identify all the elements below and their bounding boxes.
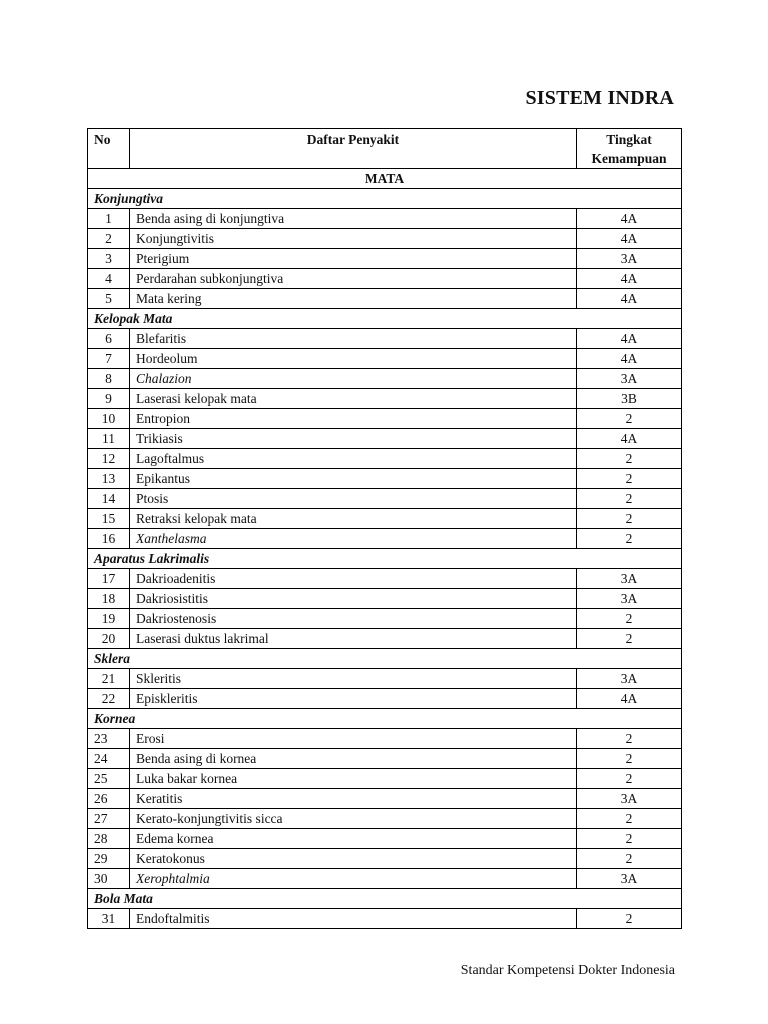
- disease-name: Skleritis: [129, 669, 576, 689]
- disease-name: Episkleritis: [129, 689, 576, 709]
- table-row: [88, 829, 682, 849]
- disease-name: Blefaritis: [129, 329, 576, 349]
- table-row: [88, 769, 682, 789]
- row-number: 25: [88, 769, 130, 789]
- row-number: 5: [88, 289, 130, 309]
- competency-level: 2: [577, 909, 682, 929]
- table-header-row: [88, 129, 682, 169]
- row-number: 10: [88, 409, 130, 429]
- table-row: [88, 269, 682, 289]
- competency-level: 2: [577, 749, 682, 769]
- competency-level: 4A: [577, 429, 682, 449]
- table-row: [88, 689, 682, 709]
- row-number: 26: [88, 789, 130, 809]
- section-row: [88, 649, 682, 669]
- header-disease-list: Daftar Penyakit: [129, 129, 576, 169]
- competency-level: 2: [577, 469, 682, 489]
- disease-name: Dakriostenosis: [129, 609, 576, 629]
- row-number: 21: [88, 669, 130, 689]
- header-no: No: [88, 129, 130, 169]
- disease-name: Edema kornea: [129, 829, 576, 849]
- disease-name: Erosi: [129, 729, 576, 749]
- table-body: [88, 189, 682, 929]
- table-row: [88, 209, 682, 229]
- table-row: [88, 429, 682, 449]
- competency-level: 4A: [577, 689, 682, 709]
- row-number: 28: [88, 829, 130, 849]
- competency-level: 3B: [577, 389, 682, 409]
- row-number: 19: [88, 609, 130, 629]
- section-row: [88, 189, 682, 209]
- table-row: [88, 229, 682, 249]
- table-row: [88, 569, 682, 589]
- table-row: [88, 529, 682, 549]
- disease-name: Entropion: [129, 409, 576, 429]
- row-number: 11: [88, 429, 130, 449]
- disease-name: Epikantus: [129, 469, 576, 489]
- row-number: 6: [88, 329, 130, 349]
- row-number: 7: [88, 349, 130, 369]
- row-number: 3: [88, 249, 130, 269]
- disease-name: Keratitis: [129, 789, 576, 809]
- competency-level: 4A: [577, 269, 682, 289]
- disease-name: Dakriosistitis: [129, 589, 576, 609]
- competency-level: 4A: [577, 209, 682, 229]
- table-row: [88, 389, 682, 409]
- disease-name: Perdarahan subkonjungtiva: [129, 269, 576, 289]
- competency-level: 2: [577, 449, 682, 469]
- competency-level: 2: [577, 489, 682, 509]
- row-number: 20: [88, 629, 130, 649]
- section-title: Kornea: [88, 709, 682, 729]
- section-title: Bola Mata: [88, 889, 682, 909]
- table-row: [88, 449, 682, 469]
- table-row: [88, 489, 682, 509]
- row-number: 13: [88, 469, 130, 489]
- table-row: [88, 629, 682, 649]
- competency-level: 3A: [577, 789, 682, 809]
- row-number: 2: [88, 229, 130, 249]
- disease-name: Ptosis: [129, 489, 576, 509]
- row-number: 8: [88, 369, 130, 389]
- row-number: 16: [88, 529, 130, 549]
- disease-name: Xerophtalmia: [129, 869, 576, 889]
- competency-level: 2: [577, 509, 682, 529]
- row-number: 4: [88, 269, 130, 289]
- disease-name: Laserasi kelopak mata: [129, 389, 576, 409]
- section-title: Konjungtiva: [88, 189, 682, 209]
- competency-level: 3A: [577, 589, 682, 609]
- disease-name: Chalazion: [129, 369, 576, 389]
- table-row: [88, 749, 682, 769]
- competency-level: 3A: [577, 569, 682, 589]
- disease-name: Benda asing di konjungtiva: [129, 209, 576, 229]
- disease-name: Benda asing di kornea: [129, 749, 576, 769]
- row-number: 18: [88, 589, 130, 609]
- competency-level: 4A: [577, 289, 682, 309]
- table-row: [88, 589, 682, 609]
- competency-level: 2: [577, 729, 682, 749]
- row-number: 30: [88, 869, 130, 889]
- table-row: [88, 289, 682, 309]
- competency-level: 3A: [577, 869, 682, 889]
- disease-name: Dakrioadenitis: [129, 569, 576, 589]
- table-row: [88, 349, 682, 369]
- competency-level: 2: [577, 529, 682, 549]
- section-row: [88, 309, 682, 329]
- row-number: 1: [88, 209, 130, 229]
- competency-level: 3A: [577, 369, 682, 389]
- footer-text: Standar Kompetensi Dokter Indonesia: [460, 963, 675, 978]
- table-row: [88, 789, 682, 809]
- disease-name: Mata kering: [129, 289, 576, 309]
- row-number: 31: [88, 909, 130, 929]
- section-title: Aparatus Lakrimalis: [88, 549, 682, 569]
- disease-name: Lagoftalmus: [129, 449, 576, 469]
- table-row: [88, 609, 682, 629]
- disease-name: Luka bakar kornea: [129, 769, 576, 789]
- disease-name: Retraksi kelopak mata: [129, 509, 576, 529]
- table-row: [88, 849, 682, 869]
- row-number: 17: [88, 569, 130, 589]
- row-number: 23: [88, 729, 130, 749]
- row-number: 15: [88, 509, 130, 529]
- row-number: 27: [88, 809, 130, 829]
- page-title: SISTEM INDRA: [525, 87, 674, 109]
- disease-name: Pterigium: [129, 249, 576, 269]
- competency-level: 2: [577, 609, 682, 629]
- disease-name: Xanthelasma: [129, 529, 576, 549]
- competency-level: 4A: [577, 329, 682, 349]
- table-row: [88, 509, 682, 529]
- table-row: [88, 729, 682, 749]
- row-number: 29: [88, 849, 130, 869]
- competency-level: 2: [577, 629, 682, 649]
- competency-level: 2: [577, 849, 682, 869]
- table-row: [88, 469, 682, 489]
- row-number: 22: [88, 689, 130, 709]
- disease-table: [87, 128, 682, 929]
- section-title: Kelopak Mata: [88, 309, 682, 329]
- competency-level: 2: [577, 769, 682, 789]
- table-row: [88, 409, 682, 429]
- competency-level: 4A: [577, 349, 682, 369]
- row-number: 9: [88, 389, 130, 409]
- header-competency-level: [577, 129, 682, 169]
- row-number: 12: [88, 449, 130, 469]
- competency-level: 3A: [577, 669, 682, 689]
- group-row: [88, 169, 682, 189]
- row-number: 14: [88, 489, 130, 509]
- section-row: [88, 889, 682, 909]
- table-row: [88, 329, 682, 349]
- disease-name: Konjungtivitis: [129, 229, 576, 249]
- disease-name: Laserasi duktus lakrimal: [129, 629, 576, 649]
- competency-level: 3A: [577, 249, 682, 269]
- competency-level: 2: [577, 809, 682, 829]
- section-title: Sklera: [88, 649, 682, 669]
- competency-level: 2: [577, 829, 682, 849]
- row-number: 24: [88, 749, 130, 769]
- section-row: [88, 549, 682, 569]
- table-row: [88, 669, 682, 689]
- competency-level: 2: [577, 409, 682, 429]
- header-level-line2: Kemampuan: [591, 151, 667, 166]
- header-level-line1: Tingkat: [606, 132, 652, 147]
- disease-name: Trikiasis: [129, 429, 576, 449]
- disease-name: Endoftalmitis: [129, 909, 576, 929]
- section-row: [88, 709, 682, 729]
- table-row: [88, 909, 682, 929]
- disease-name: Hordeolum: [129, 349, 576, 369]
- group-title: MATA: [88, 169, 682, 189]
- table-row: [88, 869, 682, 889]
- table-row: [88, 369, 682, 389]
- competency-level: 4A: [577, 229, 682, 249]
- table-row: [88, 809, 682, 829]
- disease-name: Keratokonus: [129, 849, 576, 869]
- disease-name: Kerato-konjungtivitis sicca: [129, 809, 576, 829]
- table-row: [88, 249, 682, 269]
